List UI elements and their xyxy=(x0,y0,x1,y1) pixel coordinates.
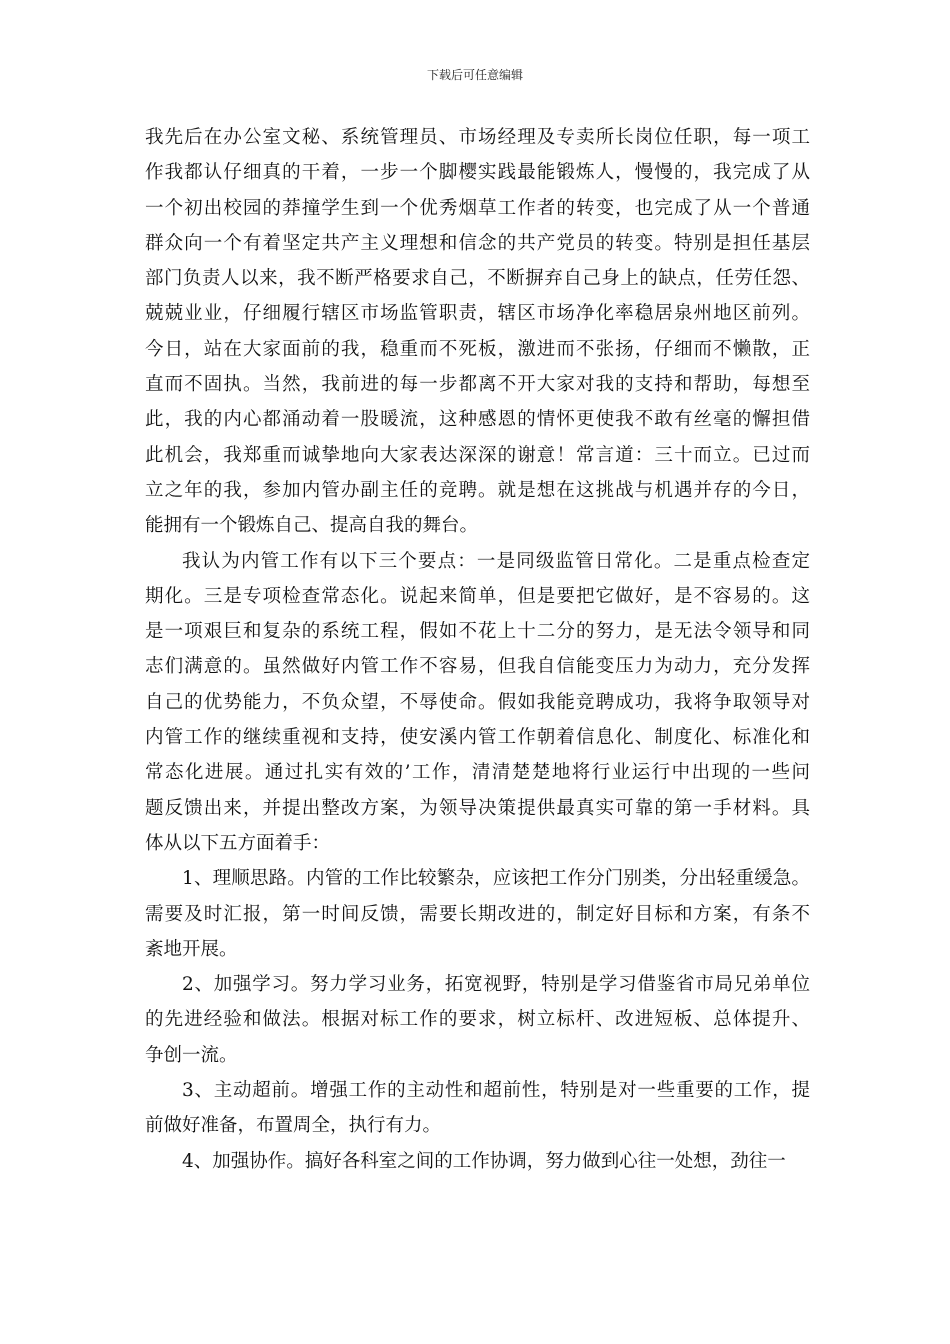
text-line: 期化。三是专项检查常态化。说起来简单，但是要把它做好，是不容易的。这 xyxy=(145,585,810,607)
text-line: 常态化进展。通过扎实有效的’工作，清清楚楚地将行业运行中出现的一些问 xyxy=(145,762,810,784)
text-line: 3、主动超前。增强工作的主动性和超前性，特别是对一些重要的工作，提 xyxy=(182,1080,810,1102)
paragraph xyxy=(145,544,810,862)
text-line: 自己的优势能力，不负众望，不辱使命。假如我能竞聘成功，我将争取领导对 xyxy=(145,691,810,713)
text-line: 需要及时汇报，第一时间反馈，需要长期改进的，制定好目标和方案，有条不 xyxy=(145,903,810,925)
text-line: 1、理顺思路。内管的工作比较繁杂，应该把工作分门别类，分出轻重缓急。 xyxy=(182,868,810,890)
text-line: 题反馈出来，并提出整改方案，为领导决策提供最真实可靠的第一手材料。具 xyxy=(145,797,810,819)
paragraph xyxy=(145,1144,810,1179)
text-line: 部门负责人以来，我不断严格要求自己，不断摒弃自己身上的缺点，任劳任怨、 xyxy=(145,268,810,290)
text-line: 紊地开展。 xyxy=(145,938,238,960)
text-line: 直而不固执。当然，我前进的每一步都离不开大家对我的支持和帮助，每想至 xyxy=(145,374,810,396)
page-header: 下载后可任意编辑 xyxy=(426,68,523,82)
text-line: 是一项艰巨和复杂的系统工程，假如不花上十二分的努力，是无法令领导和同 xyxy=(145,621,810,643)
text-line: 作我都认仔细真的干着，一步一个脚樱实践最能锻炼人，慢慢的，我完成了从 xyxy=(145,162,810,184)
text-line: 此，我的内心都涌动着一股暖流，这种感恩的情怀更使我不敢有丝毫的懈担借 xyxy=(145,409,810,431)
text-line: 今日，站在大家面前的我，稳重而不死板，激进而不张扬，仔细而不懒散，正 xyxy=(145,338,810,360)
text-line: 的先进经验和做法。根据对标工作的要求，树立标杆、改进短板、总体提升、 xyxy=(145,1009,810,1031)
text-line: 一个初出校园的莽撞学生到一个优秀烟草工作者的转变，也完成了从一个普通 xyxy=(145,197,810,219)
text-line: 此机会，我郑重而诚挚地向大家表达深深的谢意！常言道：三十而立。已过而 xyxy=(145,444,810,466)
text-line: 志们满意的。虽然做好内管工作不容易，但我自信能变压力为动力，充分发挥 xyxy=(145,656,810,678)
text-line: 前做好准备，布置周全，执行有力。 xyxy=(145,1115,442,1137)
paragraph xyxy=(145,861,810,967)
text-line: 4、加强协作。搞好各科室之间的工作协调，努力做到心往一处想，劲往一 xyxy=(182,1150,786,1172)
text-line: 体从以下五方面着手： xyxy=(145,832,331,854)
text-line: 兢兢业业，仔细履行辖区市场监管职责，辖区市场净化率稳居泉州地区前列。 xyxy=(145,303,810,325)
text-line: 我先后在办公室文秘、系统管理员、市场经理及专卖所长岗位任职，每一项工 xyxy=(145,127,810,148)
text-line: 争创一流。 xyxy=(145,1044,238,1066)
paragraph xyxy=(145,967,810,1073)
text-line: 内管工作的继续重视和支持，使安溪内管工作朝着信息化、制度化、标准化和 xyxy=(145,727,810,749)
text-line: 2、加强学习。努力学习业务，拓宽视野，特别是学习借鉴省市局兄弟单位 xyxy=(182,974,810,996)
text-line: 立之年的我，参加内管办副主任的竞聘。就是想在这挑战与机遇并存的今日， xyxy=(145,479,810,501)
text-line: 我认为内管工作有以下三个要点：一是同级监管日常化。二是重点检查定 xyxy=(182,550,810,572)
document-body xyxy=(145,120,810,1179)
paragraph xyxy=(145,1073,810,1144)
paragraph xyxy=(145,120,810,544)
text-line: 能拥有一个锻炼自己、提高自我的舞台。 xyxy=(145,515,479,537)
text-line: 群众向一个有着坚定共产主义理想和信念的共产党员的转变。特别是担任基层 xyxy=(145,232,810,254)
